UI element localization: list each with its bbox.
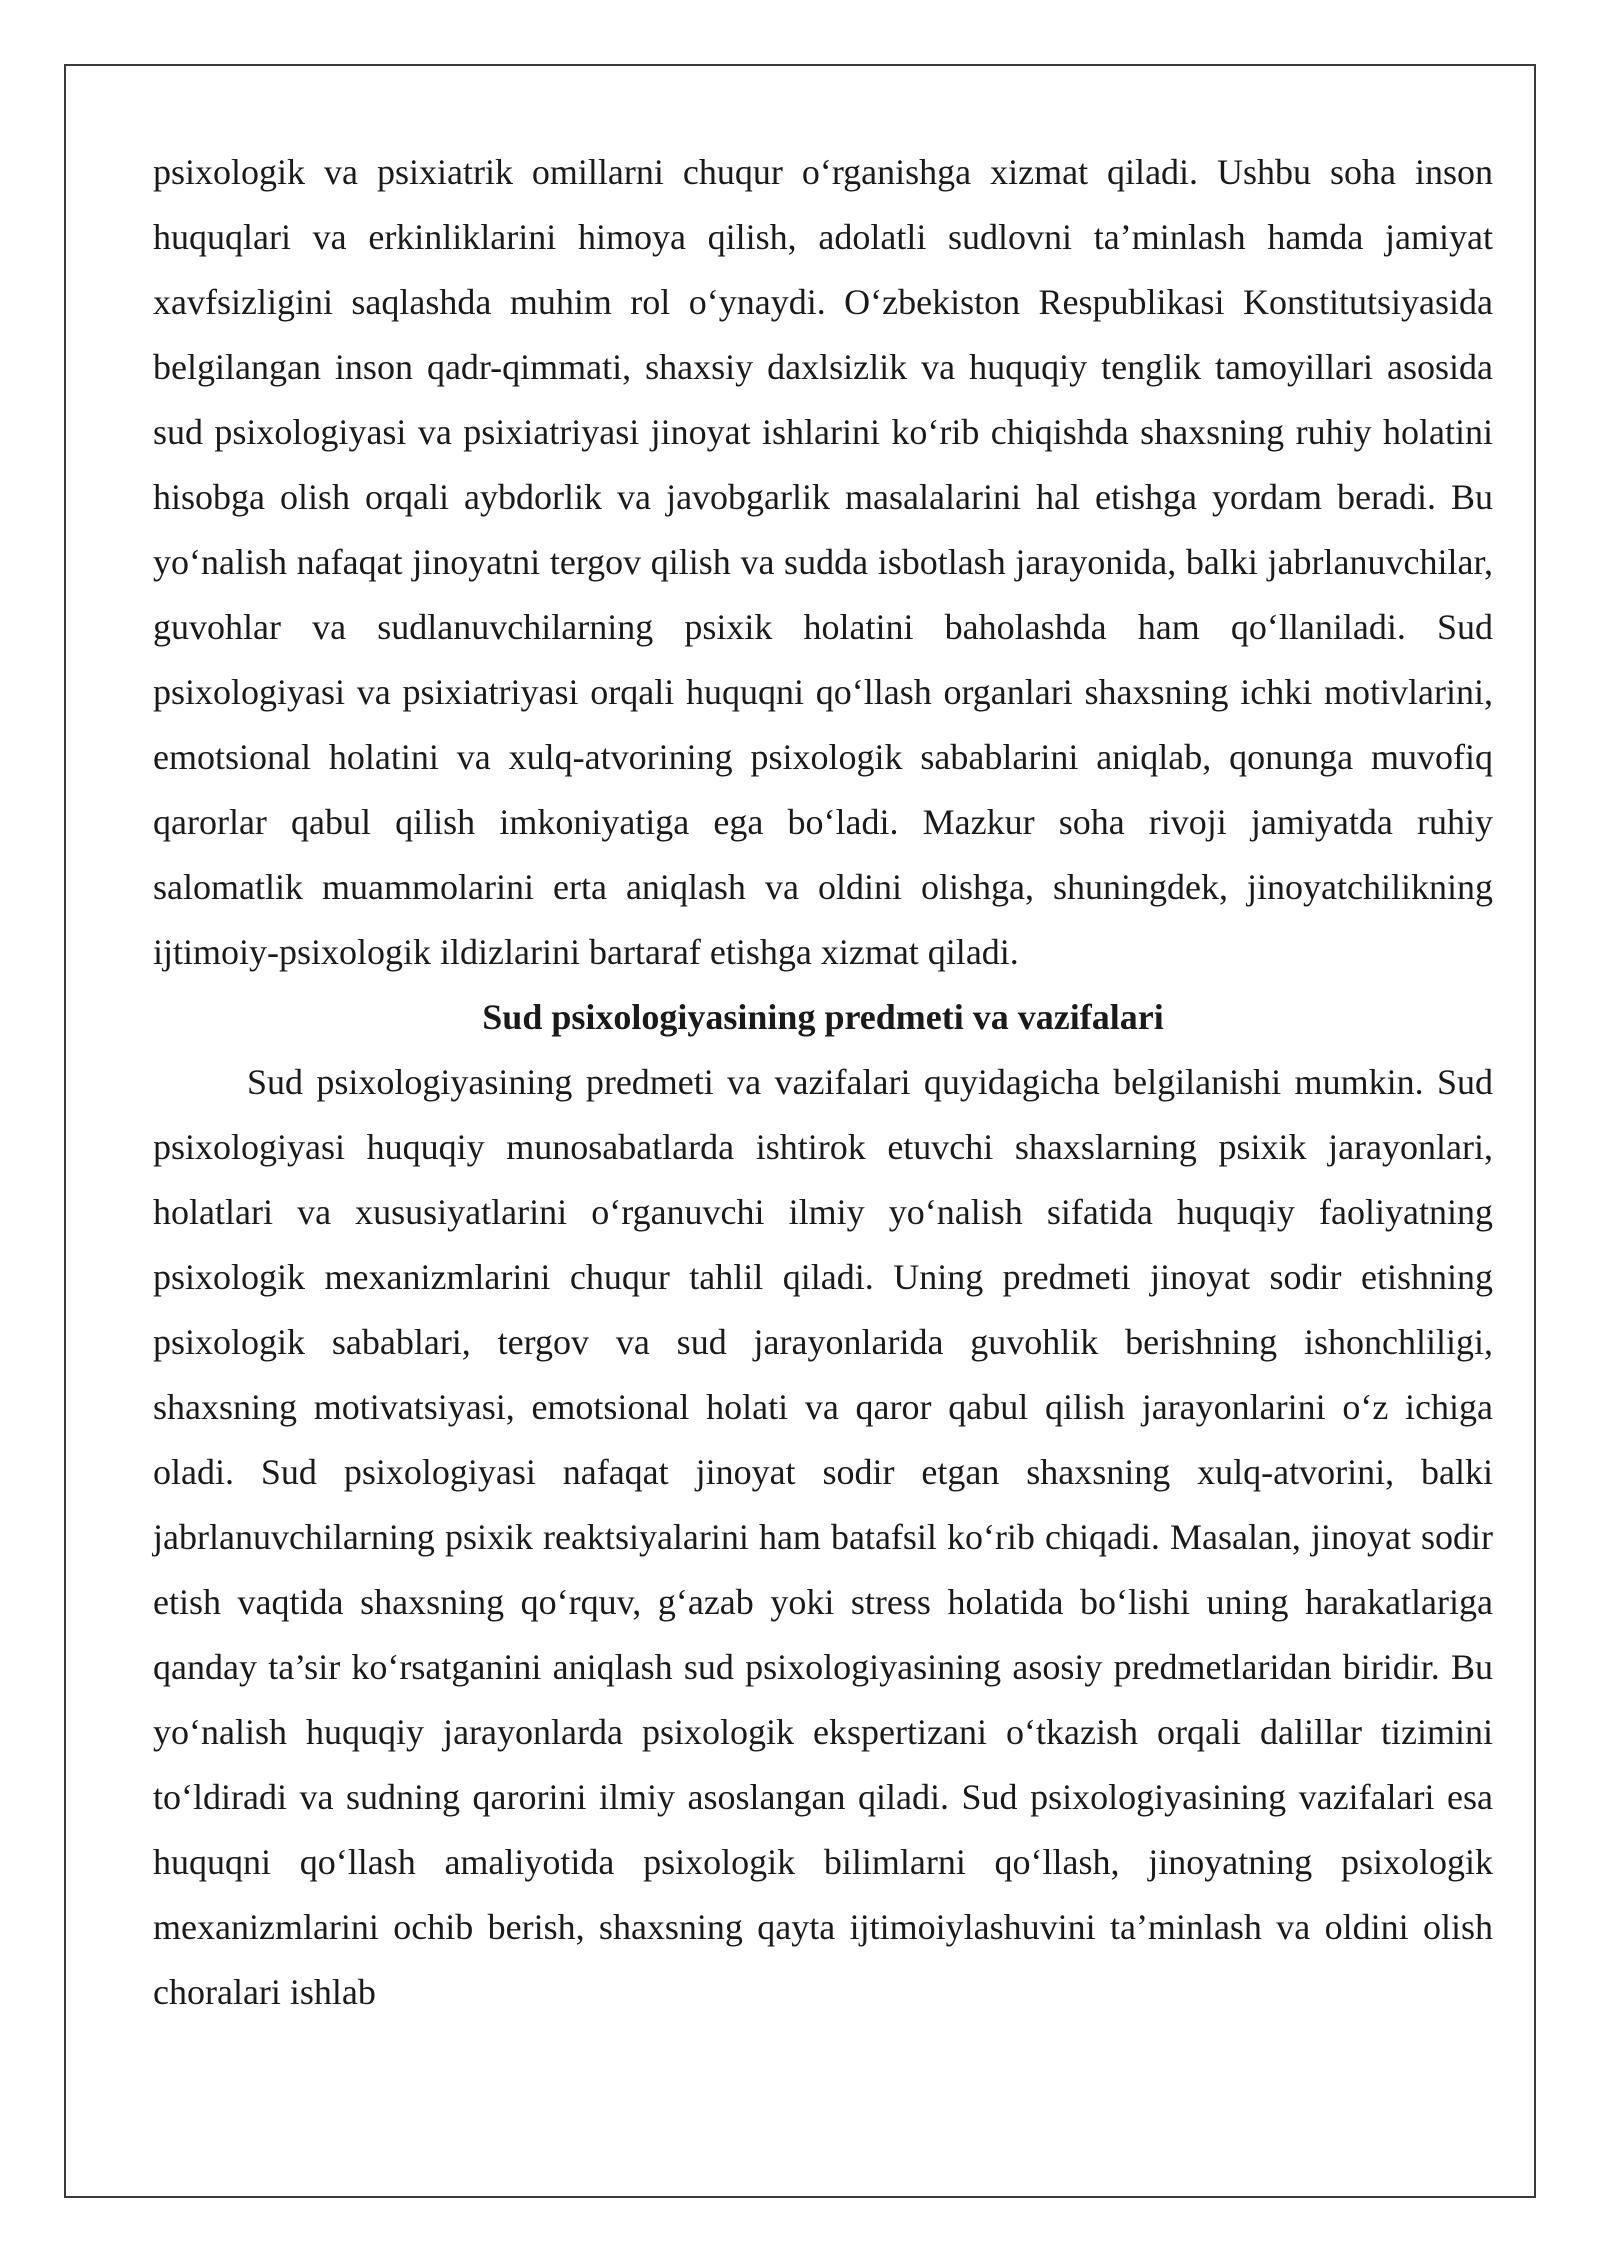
document-body [153,140,1493,2025]
section-heading: Sud psixologiyasining predmeti va vazifalari [482,997,1164,1037]
paragraph-1: psixologik va psixiatrik omillarni chuqur o‘rganishga xizmat qiladi. Ushbu soha inson huquqlari va erkinliklarini himoya qilish, adolatli sudlovni ta’minlash hamda jamiyat xavfsizligini saqlashda muhim rol o‘ynaydi. O‘zbekiston Respublikasi Konstitutsiyasida belgilangan inson qadr-qimmati, shaxsiy daxlsizlik va huquqiy tenglik tamoyillari asosida sud psixologiyasi va psixiatriyasi jinoyat ishlarini ko‘rib chiqishda shaxsning ruhiy holatini hisobga olish orqali aybdorlik va javobgarlik masalalarini hal etishga yordam beradi. Bu yo‘nalish nafaqat jinoyatni tergov qilish va sudda isbotlash jarayonida, balki jabrlanuvchilar, guvohlar va sudlanuvchilarning psixik holatini baholashda ham qo‘llaniladi. Sud psixologiyasi va psixiatriyasi orqali huquqni qo‘llash organlari shaxsning ichki motivlarini, emotsional holatini va xulq-atvorining psixologik sabablarini aniqlab, qonunga muvofiq qarorlar qabul qilish imkoniyatiga ega bo‘ladi. Mazkur soha rivoji jamiyatda ruhiy salomatlik muammolarini erta aniqlash va oldini olishga, shuningdek, jinoyatchilikning ijtimoiy-psixologik ildizlarini bartaraf etishga xizmat qiladi. [153,152,1493,972]
paragraph-2: Sud psixologiyasining predmeti va vazifalari quyidagicha belgilanishi mumkin. Sud psixologiyasi huquqiy munosabatlarda ishtirok etuvchi shaxslarning psixik jarayonlari, holatlari va xususiyatlarini o‘rganuvchi ilmiy yo‘nalish sifatida huquqiy faoliyatning psixologik mexanizmlarini chuqur tahlil qiladi. Uning predmeti jinoyat sodir etishning psixologik sabablari, tergov va sud jarayonlarida guvohlik berishning ishonchliligi, shaxsning motivatsiyasi, emotsional holati va qaror qabul qilish jarayonlarini o‘z ichiga oladi. Sud psixologiyasi nafaqat jinoyat sodir etgan shaxsning xulq-atvorini, balki jabrlanuvchilarning psixik reaktsiyalarini ham batafsil ko‘rib chiqadi. Masalan, jinoyat sodir etish vaqtida shaxsning qo‘rquv, g‘azab yoki stress holatida bo‘lishi uning harakatlariga qanday ta’sir ko‘rsatganini aniqlash sud psixologiyasining asosiy predmetlaridan biridir. Bu yo‘nalish huquqiy jarayonlarda psixologik ekspertizani o‘tkazish orqali dalillar tizimini to‘ldiradi va sudning qarorini ilmiy asoslangan qiladi. Sud psixologiyasining vazifalari esa huquqni qo‘llash amaliyotida psixologik bilimlarni qo‘llash, jinoyatning psixologik mexanizmlarini ochib berish, shaxsning qayta ijtimoiylashuvini ta’minlash va oldini olish choralari ishlab [153,1062,1493,2012]
